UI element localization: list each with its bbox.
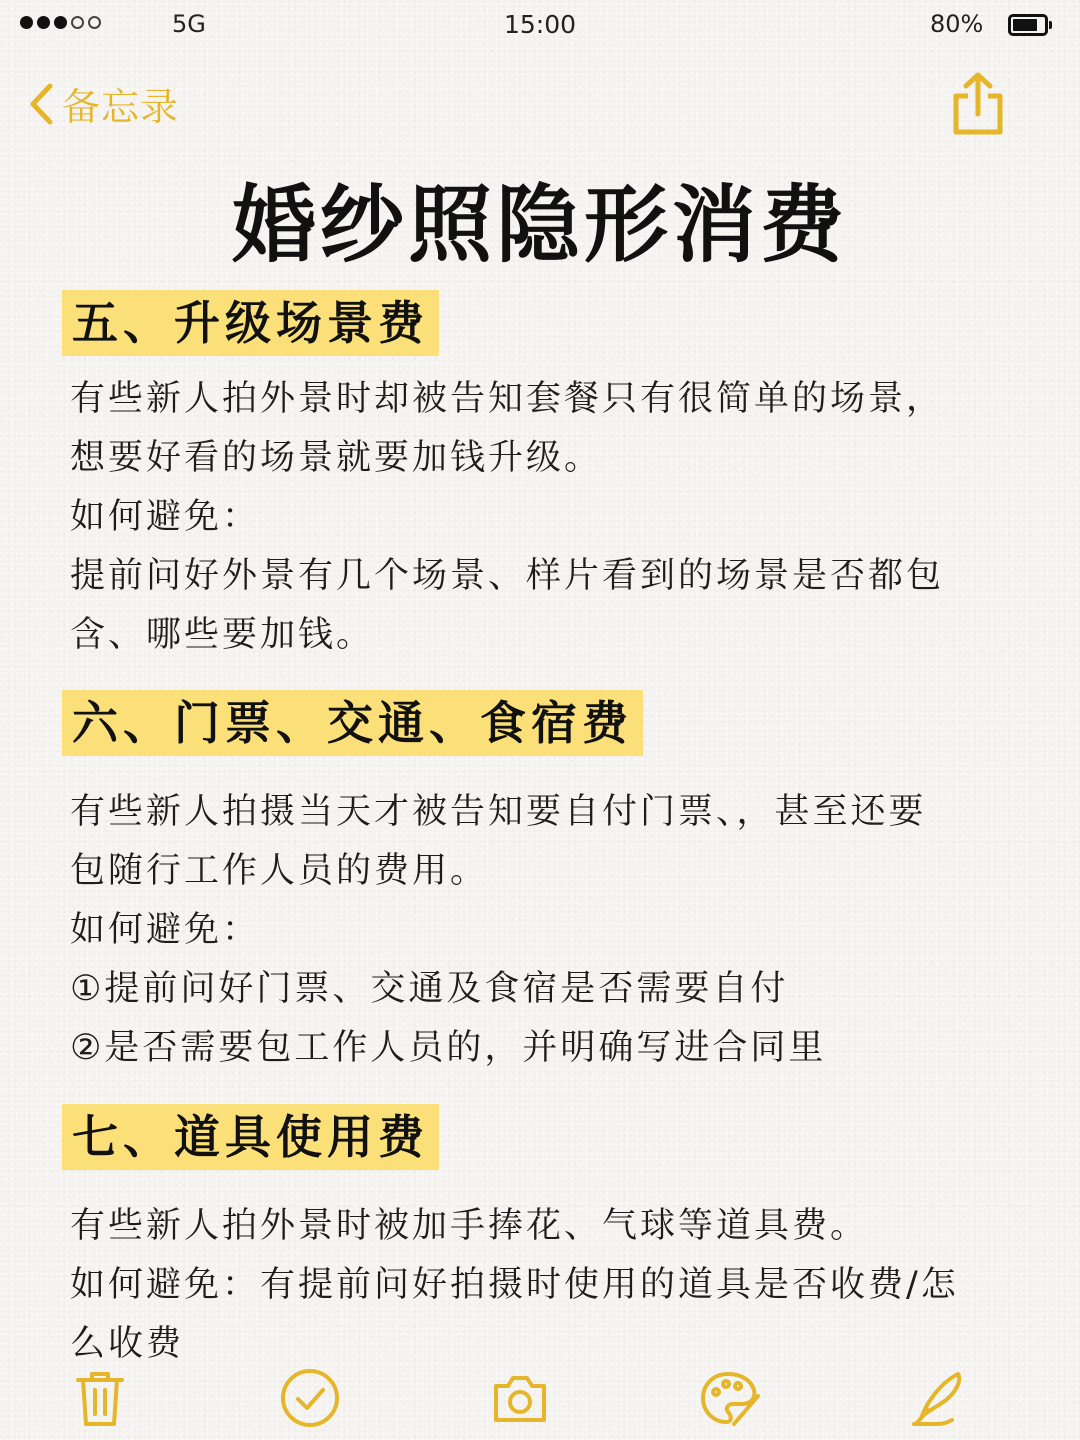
text-line: 么收费 [70, 1324, 185, 1364]
section-body [70, 370, 1030, 665]
checklist-button[interactable] [278, 1366, 342, 1430]
text-line: ②是否需要包工作人员的，并明确写进合同里 [70, 1028, 827, 1068]
section-heading: 五、升级场景费 [62, 290, 439, 356]
text-line: 包随行工作人员的费用。 [70, 851, 489, 891]
network-type: 5G [172, 10, 206, 38]
share-button[interactable] [946, 70, 1010, 138]
status-bar [0, 0, 1080, 54]
section-heading: 七、道具使用费 [62, 1104, 439, 1170]
text-line: 有些新人拍外景时却被告知套餐只有很简单的场景， [70, 379, 945, 419]
status-time: 15:00 [503, 10, 577, 39]
text-line: 想要好看的场景就要加钱升级。 [70, 438, 603, 478]
text-line: 如何避免：有提前问好拍摄时使用的道具是否收费/怎 [70, 1265, 959, 1305]
section-body [70, 783, 1030, 1078]
battery-percent: 80% [930, 10, 984, 38]
compose-icon [908, 1366, 972, 1430]
text-line: 有些新人拍外景时被加手捧花、气球等道具费。 [70, 1206, 869, 1246]
back-button[interactable] [28, 76, 179, 131]
trash-icon [68, 1366, 132, 1430]
camera-icon [488, 1366, 552, 1430]
back-label: 备忘录 [62, 85, 180, 129]
text-line: 有些新人拍摄当天才被告知要自付门票、，甚至还要 [70, 792, 927, 832]
camera-button[interactable] [488, 1366, 552, 1430]
note-title: 婚纱照隐形消费 [231, 176, 848, 274]
battery-icon [1008, 14, 1048, 36]
text-line: ①提前问好门票、交通及食宿是否需要自付 [70, 969, 789, 1009]
text-line: 如何避免： [70, 497, 261, 537]
delete-button[interactable] [68, 1366, 132, 1430]
text-line: 如何避免： [70, 910, 261, 950]
battery-level [1013, 19, 1037, 31]
markup-icon [698, 1366, 762, 1430]
section-body [70, 1197, 1030, 1374]
section-heading: 六、门票、交通、食宿费 [62, 690, 643, 756]
compose-button[interactable] [908, 1366, 972, 1430]
chevron-left-icon [28, 82, 54, 126]
markup-button[interactable] [698, 1366, 762, 1430]
text-line: 提前问好外景有几个场景、样片看到的场景是否都包 [70, 556, 945, 596]
checklist-icon [278, 1366, 342, 1430]
text-line: 含、哪些要加钱。 [70, 615, 375, 655]
share-icon [946, 70, 1010, 138]
